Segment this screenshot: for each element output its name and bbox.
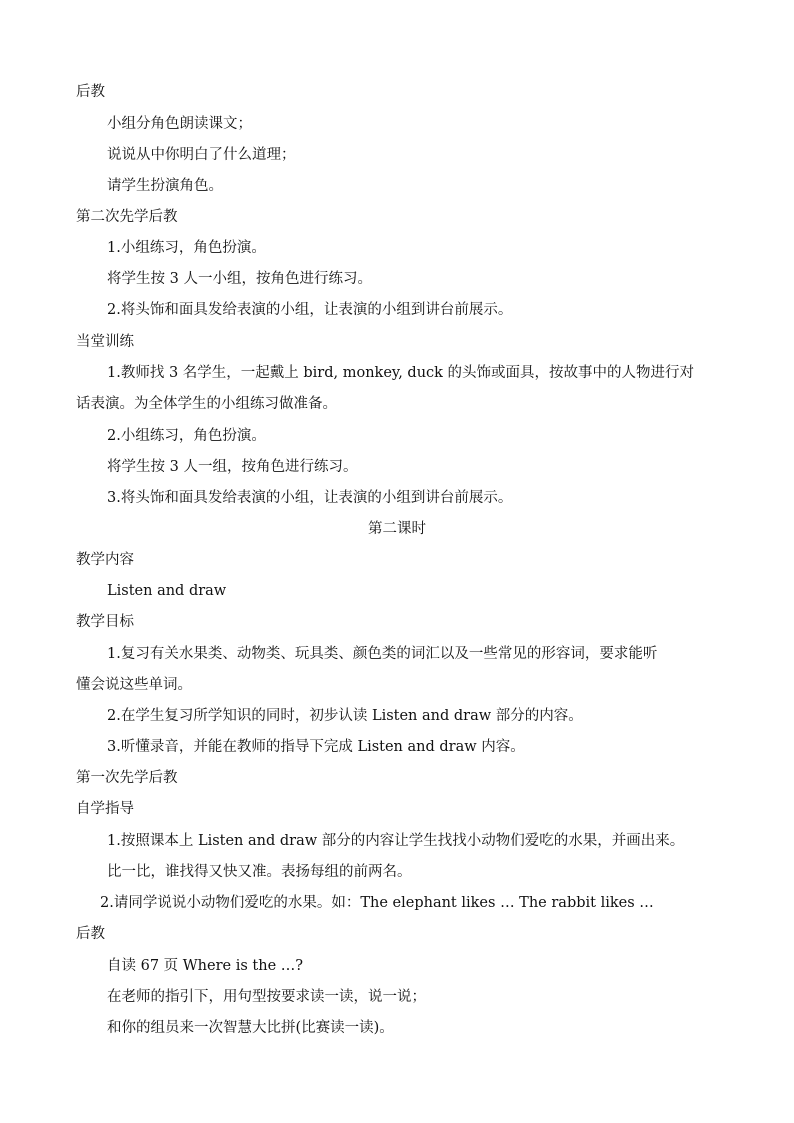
heading-hou-jiao: 后教 [76, 84, 105, 100]
paragraph-line: 2.将头饰和面具发给表演的小组，让表演的小组到讲台前展示。 [107, 302, 513, 318]
paragraph-line: 1.教师找 3 名学生，一起戴上 bird, monkey, duck 的头饰或面具，按故事中的人物进行对 [107, 365, 695, 381]
paragraph-line: 在老师的指引下，用句型按要求读一读，说一说； [107, 989, 426, 1005]
heading-teaching-goals: 教学目标 [76, 614, 134, 630]
paragraph-line: 自读 67 页 Where is the …? [107, 958, 304, 974]
paragraph-line: 3.将头饰和面具发给表演的小组，让表演的小组到讲台前展示。 [107, 490, 513, 506]
heading-teaching-content: 教学内容 [76, 552, 134, 568]
heading-class-training: 当堂训练 [76, 334, 134, 350]
paragraph-line: 和你的组员来一次智慧大比拼(比赛读一读)。 [107, 1020, 394, 1036]
heading-self-study-guide: 自学指导 [76, 801, 134, 817]
paragraph-line: 话表演。为全体学生的小组练习做准备。 [76, 396, 337, 412]
paragraph-line: 说说从中你明白了什么道理； [107, 147, 296, 163]
paragraph-line: 将学生按 3 人一组，按角色进行练习。 [107, 459, 358, 475]
heading-hou-jiao: 后教 [76, 926, 105, 942]
paragraph-line: 3.听懂录音，并能在教师的指导下完成 Listen and draw 内容。 [107, 739, 525, 755]
paragraph-line: 1.按照课本上 Listen and draw 部分的内容让学生找找小动物们爱吃的水果，并画出来。 [107, 833, 685, 849]
paragraph-line: 2.在学生复习所学知识的同时，初步认读 Listen and draw 部分的内容。 [107, 708, 583, 724]
paragraph-line: 比一比，谁找得又快又准。表扬每组的前两名。 [107, 864, 412, 880]
paragraph-line: 1.复习有关水果类、动物类、玩具类、颜色类的词汇以及一些常见的形容词，要求能听 [107, 646, 658, 662]
heading-second-learn-teach: 第二次先学后教 [76, 209, 178, 225]
paragraph-line: 懂会说这些单词。 [76, 677, 192, 693]
paragraph-line: 请学生扮演角色。 [107, 178, 223, 194]
paragraph-line: 2.请同学说说小动物们爱吃的水果。如：The elephant likes … The rabbit likes … [100, 895, 654, 911]
section-title-second-lesson: 第二课时 [368, 521, 426, 537]
paragraph-line: 2.小组练习，角色扮演。 [107, 428, 266, 444]
paragraph-line: 将学生按 3 人一小组，按角色进行练习。 [107, 271, 372, 287]
paragraph-line: Listen and draw [107, 583, 227, 599]
heading-first-learn-teach: 第一次先学后教 [76, 770, 178, 786]
paragraph-line: 1.小组练习，角色扮演。 [107, 240, 266, 256]
paragraph-line: 小组分角色朗读课文； [107, 116, 252, 132]
